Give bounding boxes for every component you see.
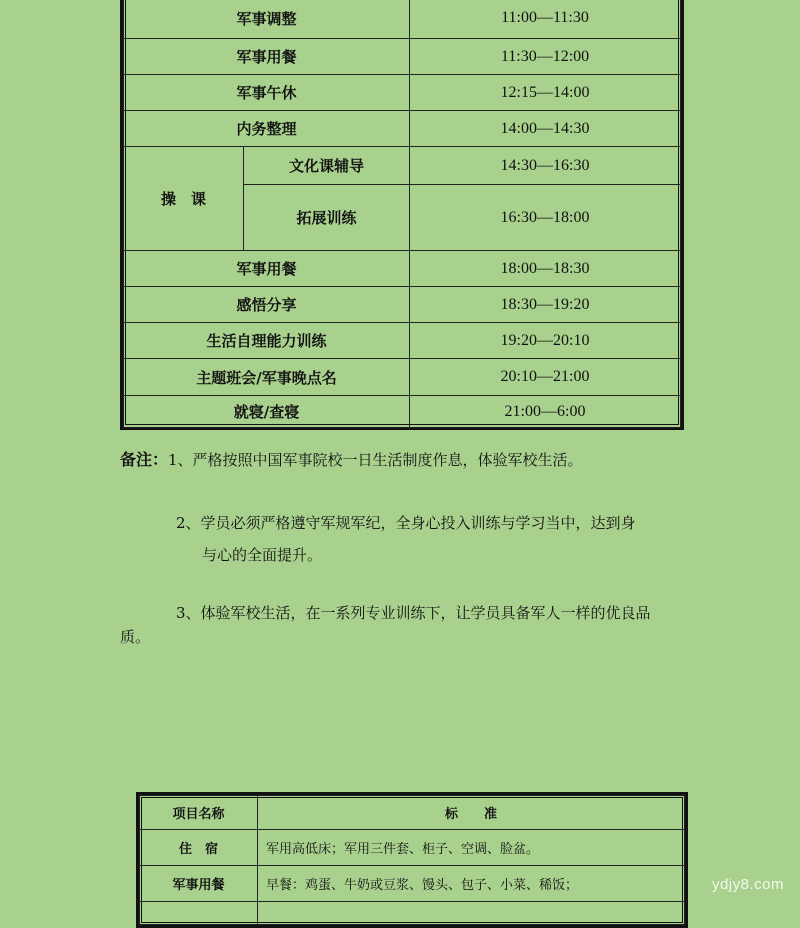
time-cell: 12:15—14:00 xyxy=(410,75,681,111)
activity-cell: 军事午休 xyxy=(124,75,410,111)
table-row xyxy=(124,111,681,147)
note-3-line-1: 3、体验军校生活，在一系列专业训练下，让学员具备军人一样的优良品 xyxy=(176,604,651,622)
activity-cell: 文化课辅导 xyxy=(244,147,410,185)
time-cell: 18:00—18:30 xyxy=(410,251,681,287)
activity-cell: 主题班会/军事晚点名 xyxy=(124,359,410,396)
time-cell: 14:30—16:30 xyxy=(410,147,681,185)
item-name-cell: 住 宿 xyxy=(140,830,258,866)
standard-cell: 早餐：鸡蛋、牛奶或豆浆、馒头、包子、小菜、稀饭； xyxy=(258,866,685,902)
activity-cell: 军事调整 xyxy=(124,0,410,39)
group-label-cell: 操 课 xyxy=(124,147,244,251)
standards-table xyxy=(136,792,688,928)
activity-cell: 就寝/查寝 xyxy=(124,396,410,428)
item-name-cell: 军事用餐 xyxy=(140,866,258,902)
note-label: 备注： xyxy=(120,450,169,469)
table-row xyxy=(124,39,681,75)
schedule-table xyxy=(120,0,684,430)
table-row xyxy=(124,75,681,111)
note-2-line-1: 2、学员必须严格遵守军规军纪，全身心投入训练与学习当中，达到身 xyxy=(176,514,636,532)
table-row xyxy=(140,866,685,902)
time-cell: 18:30—19:20 xyxy=(410,287,681,323)
table-row xyxy=(124,396,681,428)
activity-cell: 军事用餐 xyxy=(124,251,410,287)
time-cell: 21:00—6:00 xyxy=(410,396,681,428)
note-3-line-2: 质。 xyxy=(120,628,151,646)
time-cell: 16:30—18:00 xyxy=(410,185,681,251)
activity-cell: 军事用餐 xyxy=(124,39,410,75)
table-row xyxy=(124,0,681,39)
activity-cell: 拓展训练 xyxy=(244,185,410,251)
time-cell: 11:30—12:00 xyxy=(410,39,681,75)
note-1 xyxy=(120,452,583,468)
note-2-line-2: 与心的全面提升。 xyxy=(202,546,323,564)
activity-cell: 内务整理 xyxy=(124,111,410,147)
table-row xyxy=(140,902,685,925)
time-cell: 20:10—21:00 xyxy=(410,359,681,396)
time-cell: 11:00—11:30 xyxy=(410,0,681,39)
time-cell: 14:00—14:30 xyxy=(410,111,681,147)
table-row xyxy=(140,830,685,866)
watermark: ydjy8.com xyxy=(711,876,784,893)
table-header-row xyxy=(140,796,685,830)
note-1-text: 1、严格按照中国军事院校一日生活制度作息，体验军校生活。 xyxy=(168,451,583,469)
time-cell: 19:20—20:10 xyxy=(410,323,681,359)
header-item-name: 项目名称 xyxy=(140,796,258,830)
table-row xyxy=(124,323,681,359)
standard-cell: 军用高低床；军用三件套、柜子、空调、脸盆。 xyxy=(258,830,685,866)
table-row xyxy=(124,251,681,287)
activity-cell: 感悟分享 xyxy=(124,287,410,323)
header-standard: 标 准 xyxy=(258,796,685,830)
table-row xyxy=(124,147,681,185)
table-row xyxy=(124,287,681,323)
activity-cell: 生活自理能力训练 xyxy=(124,323,410,359)
table-row xyxy=(124,359,681,396)
